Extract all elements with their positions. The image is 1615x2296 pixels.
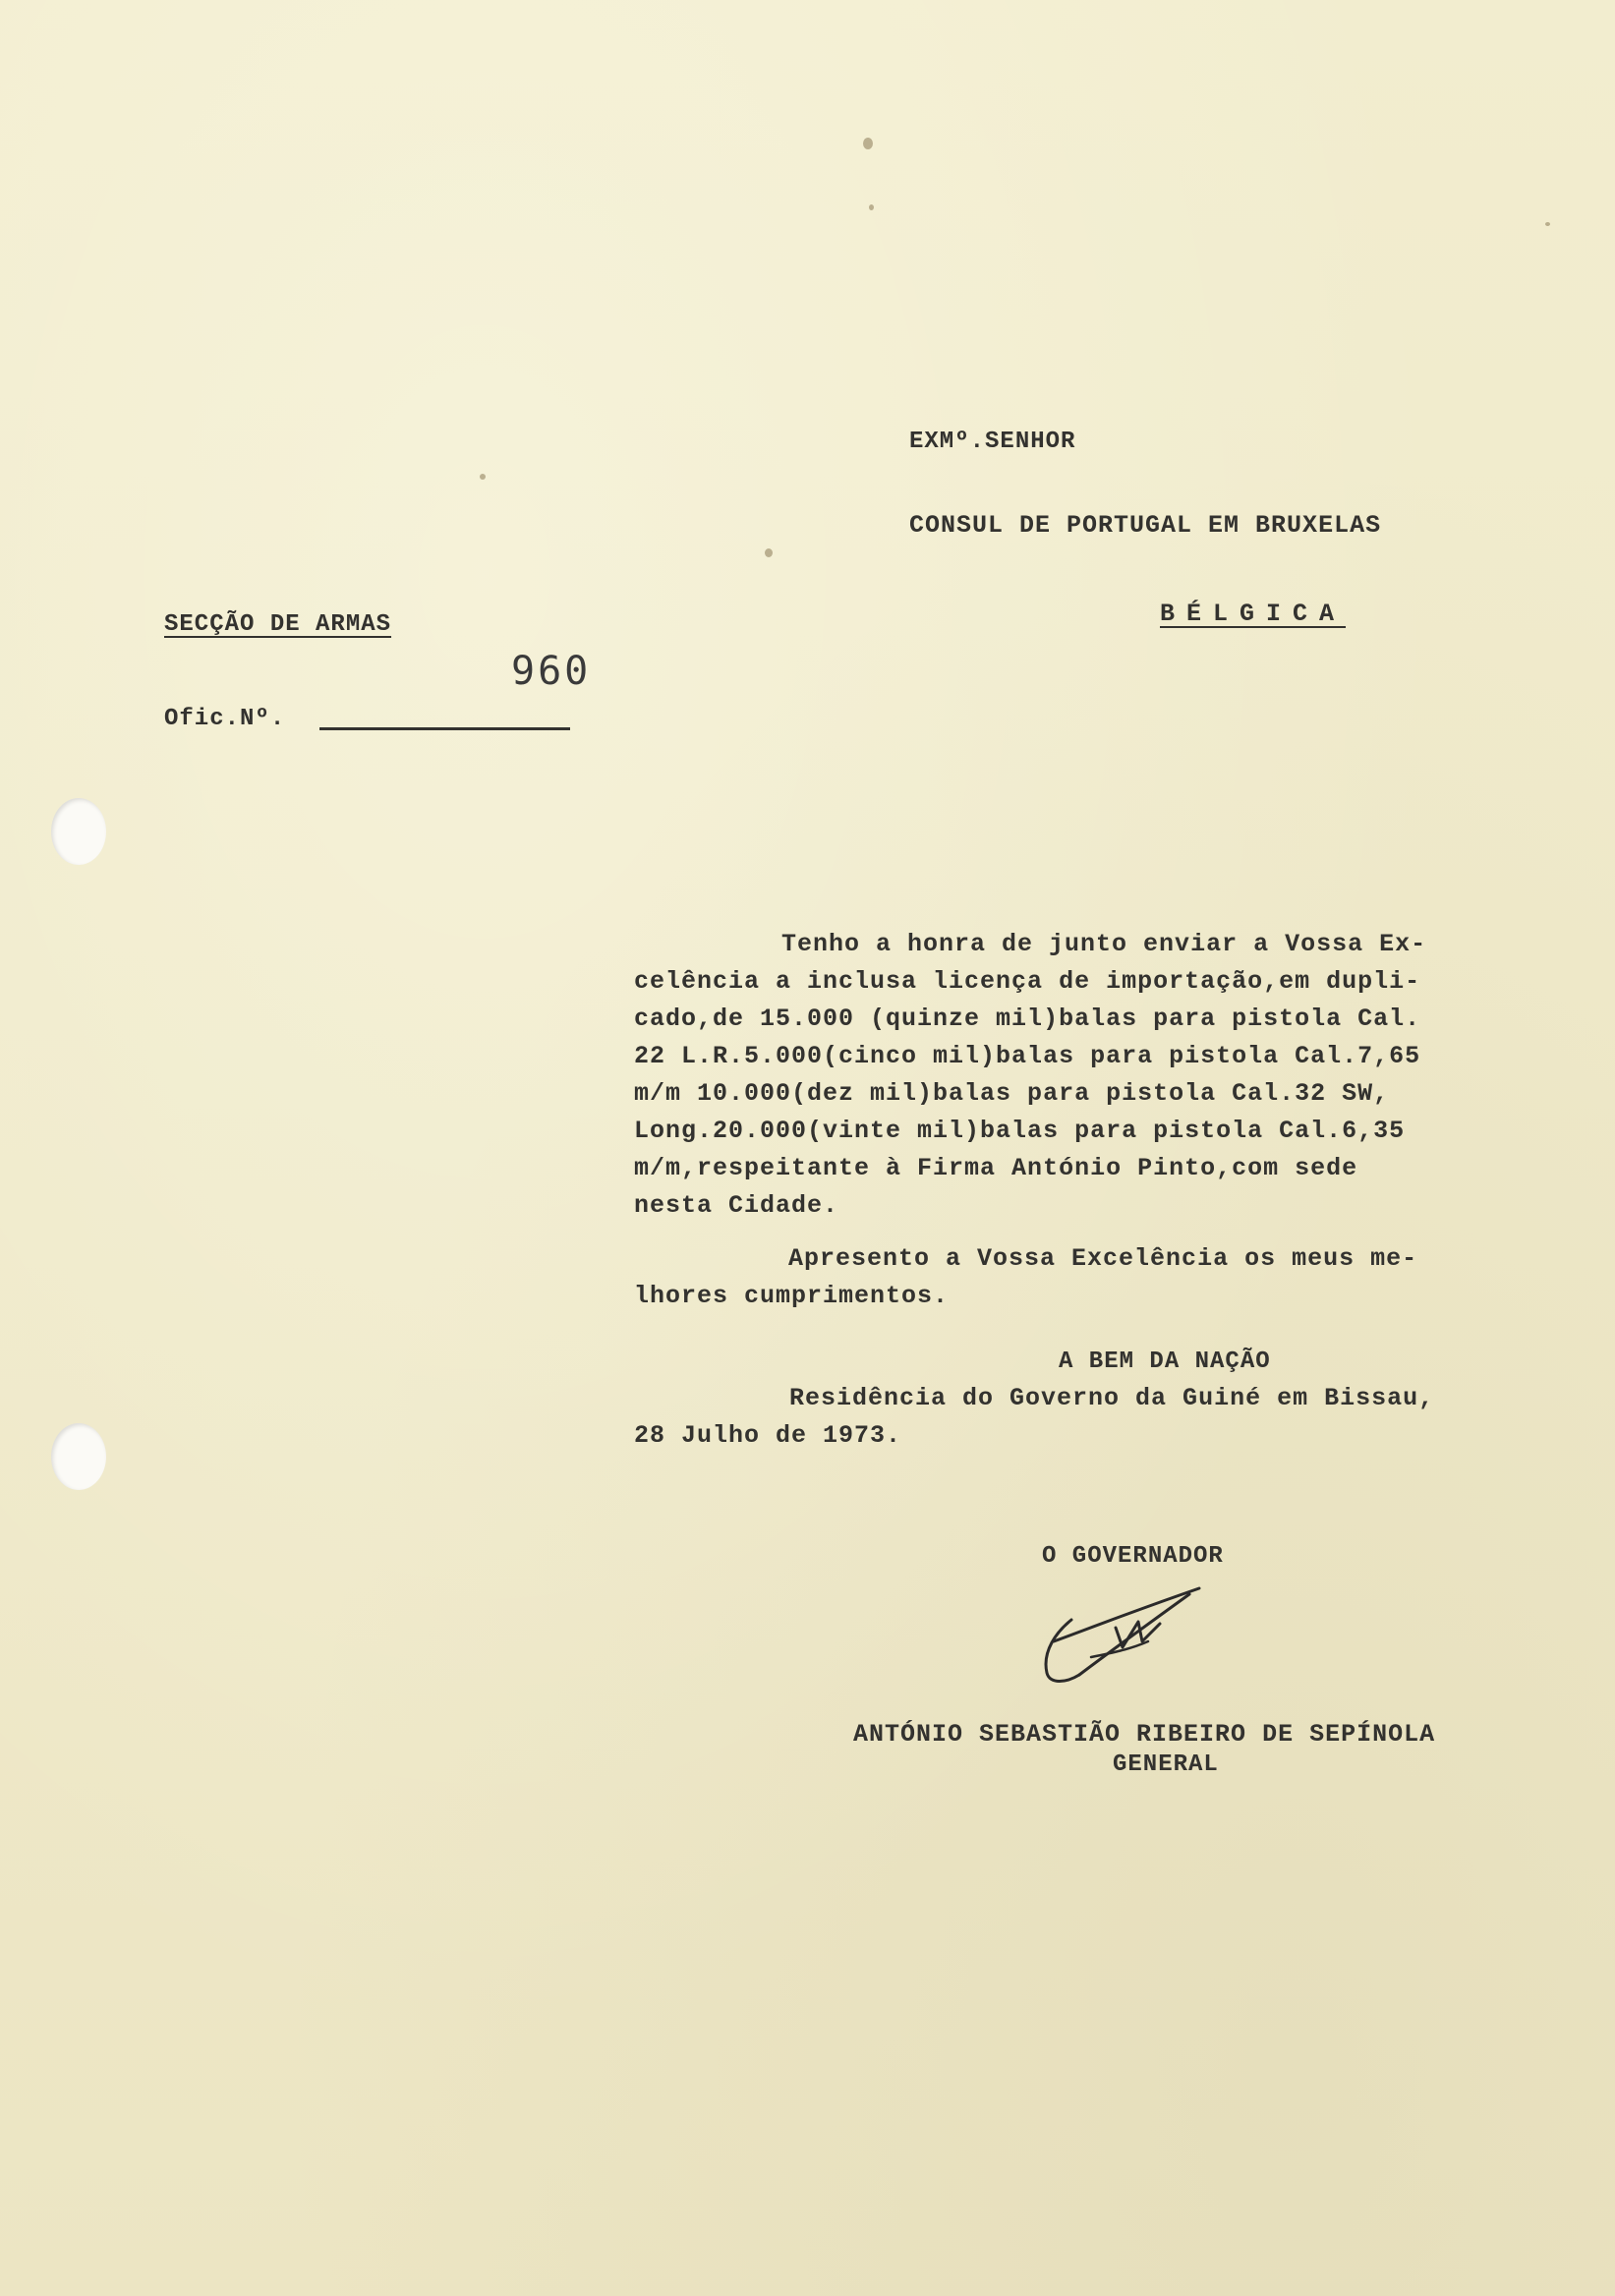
punch-hole-top bbox=[51, 798, 106, 865]
handwritten-signature bbox=[1032, 1573, 1219, 1691]
ofic-number: 960 bbox=[511, 649, 592, 694]
closing-date: 28 Julho de 1973. bbox=[634, 1421, 902, 1450]
body-line: celência a inclusa licença de importação,em dupli- bbox=[634, 967, 1421, 996]
body-line: Apresento a Vossa Excelência os meus me- bbox=[788, 1244, 1418, 1273]
signatory-name: ANTÓNIO SEBASTIÃO RIBEIRO DE SEPÍNOLA bbox=[853, 1720, 1436, 1749]
closing-place: Residência do Governo da Guiné em Bissau, bbox=[789, 1384, 1435, 1412]
body-paragraph-2 bbox=[634, 1240, 1417, 1315]
paper-spot bbox=[480, 474, 486, 480]
recipient: CONSUL DE PORTUGAL EM BRUXELAS bbox=[909, 511, 1382, 540]
paper-spot bbox=[863, 138, 873, 149]
ofic-label: Ofic.Nº. bbox=[164, 706, 286, 732]
signatory-title: O GOVERNADOR bbox=[1042, 1543, 1224, 1570]
section-heading: SECÇÃO DE ARMAS bbox=[164, 611, 392, 638]
ofic-underline bbox=[319, 727, 570, 730]
salutation: EXMº.SENHOR bbox=[909, 429, 1076, 455]
body-line: 22 L.R.5.000(cinco mil)balas para pistola Cal.7,65 bbox=[634, 1042, 1421, 1070]
body-line: nesta Cidade. bbox=[634, 1191, 839, 1220]
paper-spot bbox=[869, 204, 874, 210]
body-line: lhores cumprimentos. bbox=[634, 1282, 950, 1310]
signatory-rank: GENERAL bbox=[1113, 1751, 1219, 1778]
punch-hole-bottom bbox=[51, 1423, 106, 1490]
body-line: Tenho a honra de junto enviar a Vossa Ex- bbox=[781, 930, 1427, 958]
paper-spot bbox=[765, 548, 773, 557]
body-line: cado,de 15.000 (quinze mil)balas para pistola Cal. bbox=[634, 1004, 1421, 1033]
body-line: m/m,respeitante à Firma António Pinto,com sede bbox=[634, 1154, 1358, 1182]
body-paragraph-1 bbox=[634, 926, 1426, 1225]
body-line: m/m 10.000(dez mil)balas para pistola Cal.32 SW, bbox=[634, 1079, 1390, 1108]
country: BÉLGICA bbox=[1160, 600, 1347, 628]
paper-spot bbox=[1545, 222, 1550, 226]
closing-motto: A BEM DA NAÇÃO bbox=[1059, 1349, 1271, 1375]
body-line: Long.20.000(vinte mil)balas para pistola Cal.6,35 bbox=[634, 1117, 1406, 1145]
